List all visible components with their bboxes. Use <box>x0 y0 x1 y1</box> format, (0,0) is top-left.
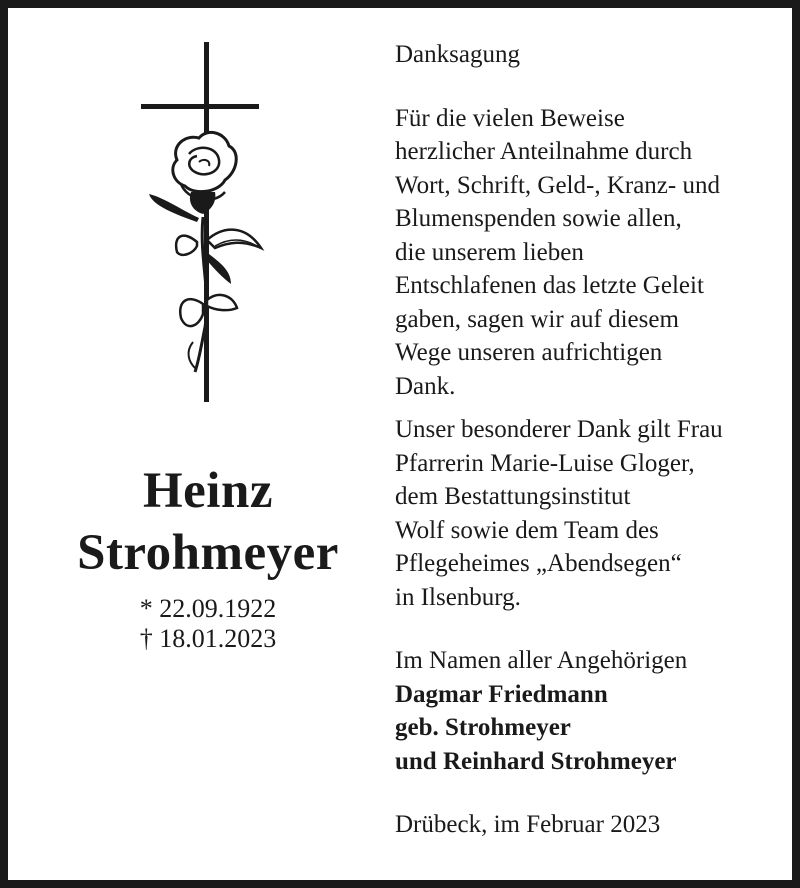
special-thanks-paragraph <box>395 413 787 614</box>
text-line: Unser besonderer Dank gilt Frau <box>395 416 723 443</box>
text-line: Wort, Schrift, Geld-, Kranz- und <box>395 171 720 199</box>
obituary-card <box>8 8 792 880</box>
text-line: gaben, sagen wir auf diesem <box>395 305 679 333</box>
text-line: Für die vielen Beweise <box>395 104 625 132</box>
first-name: Heinz <box>143 463 273 519</box>
signature-intro: Im Namen aller Angehörigen <box>395 647 688 674</box>
text-line: in Ilsenburg. <box>395 583 521 611</box>
signature-name: geb. Strohmeyer <box>395 714 571 741</box>
birth-date: * 22.09.1922 <box>139 594 277 623</box>
thanks-text-column <box>395 38 787 842</box>
cross-with-rose-icon <box>133 42 283 412</box>
text-line: Wolf sowie dem Team des <box>395 516 659 544</box>
text-line: Pfarrerin Marie-Luise Gloger, <box>395 449 695 477</box>
signature-name: und Reinhard Strohmeyer <box>395 747 677 775</box>
text-line: Wege unseren aufrichtigen <box>395 339 663 366</box>
life-dates <box>18 594 398 654</box>
text-line: Dank. <box>395 372 456 400</box>
text-line: dem Bestattungsinstitut <box>395 483 631 510</box>
place-date: Drübeck, im Februar 2023 <box>395 811 661 838</box>
text-line: Pflegeheimes „Abendsegen“ <box>395 550 682 577</box>
death-date: † 18.01.2023 <box>139 624 277 653</box>
signature-name: Dagmar Friedmann <box>395 680 608 708</box>
text-line: Blumenspenden sowie allen, <box>395 205 682 232</box>
text-line: herzlicher Anteilnahme durch <box>395 138 693 165</box>
text-line: Entschlafenen das letzte Geleit <box>395 272 704 299</box>
text-line: die unserem lieben <box>395 238 584 266</box>
last-name: Strohmeyer <box>77 525 339 581</box>
thanks-paragraph <box>395 102 787 404</box>
deceased-name <box>18 460 398 584</box>
heading: Danksagung <box>395 41 520 68</box>
signature-block <box>395 644 787 778</box>
